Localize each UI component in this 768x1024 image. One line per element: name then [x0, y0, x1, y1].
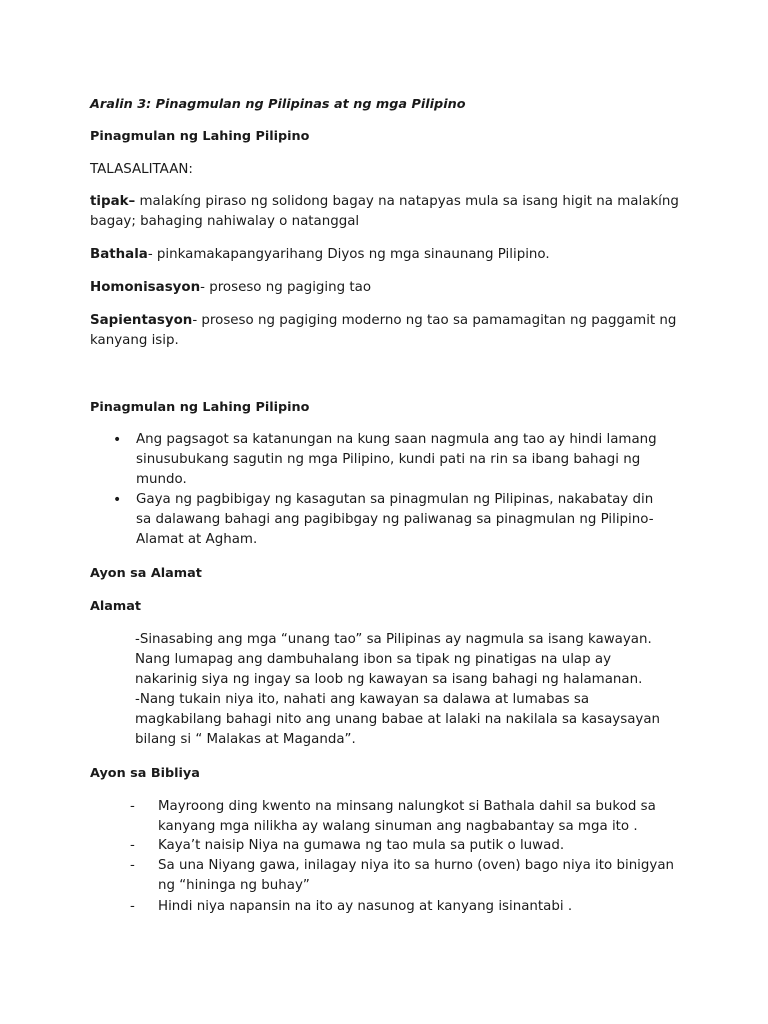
legend-line: Nang lumapag ang dambuhalang ibon sa tipak ng pinatigas na ulap ay: [135, 652, 612, 667]
vocab-definition: bagay; bahaging nahiwalay o natanggal: [90, 214, 360, 229]
bible-line: Sa una Niyang gawa, inilagay niya ito sa hurno (oven) bago niya ito binigyan: [158, 858, 675, 873]
bullet-item: [136, 430, 657, 490]
bullet-line: mundo.: [136, 472, 187, 487]
bullet-line: sinusubukang sagutin ng mga Pilipino, kundi pati na rin sa ibang bahagi ng: [136, 452, 641, 467]
bullet-marker: •: [113, 432, 122, 448]
bible-item: [158, 856, 674, 896]
section-heading-bible: Ayon sa Bibliya: [90, 766, 200, 781]
vocab-definition: - proseso ng pagiging tao: [200, 280, 372, 295]
bullet-line: Alamat at Agham.: [136, 532, 258, 547]
bullet-item: [136, 490, 654, 550]
vocabulary-heading: TALASALITAAN:: [90, 162, 193, 177]
vocab-entry-homonisasyon: [90, 278, 371, 298]
vocab-entry-bathala: [90, 245, 550, 265]
section-heading-origin: Pinagmulan ng Lahing Pilipino: [90, 129, 310, 144]
vocab-term: Bathala: [90, 247, 148, 262]
bible-line: ng “hininga ng buhay”: [158, 878, 310, 893]
bible-line: Kaya’t naisip Niya na gumawa ng tao mula sa putik o luwad.: [158, 838, 565, 853]
section-heading-origin-2: Pinagmulan ng Lahing Pilipino: [90, 400, 310, 415]
legend-line: bilang si “ Malakas at Maganda”.: [135, 732, 356, 747]
dash-marker: -: [130, 838, 135, 853]
vocab-term: Homonisasyon: [90, 280, 201, 295]
section-heading-legend: Ayon sa Alamat: [90, 566, 202, 581]
vocab-entry-tipak: [90, 192, 679, 232]
dash-marker: -: [130, 799, 135, 814]
legend-line: magkabilang bahagi nito ang unang babae at lalaki na nakilala sa kasaysayan: [135, 712, 661, 727]
dash-marker: -: [130, 858, 135, 873]
bullet-line: sa dalawang bahagi ang pagibibgay ng paliwanag sa pinagmulan ng Pilipino-: [136, 512, 654, 527]
subheading-legend: Alamat: [90, 599, 142, 614]
vocab-entry-sapientasyon: [90, 311, 676, 351]
legend-line: -Nang tukain niya ito, nahati ang kawayan sa dalawa at lumabas sa: [135, 692, 590, 707]
vocab-term: Sapientasyon: [90, 313, 193, 328]
bible-line: Mayroong ding kwento na minsang nalungkot si Bathala dahil sa bukod sa: [158, 799, 656, 814]
lesson-title: Aralin 3: Pinagmulan ng Pilipinas at ng mga Pilipino: [90, 97, 466, 112]
bible-item: [158, 797, 656, 837]
vocab-definition: kanyang isip.: [90, 333, 179, 348]
bullet-line: Gaya ng pagbibigay ng kasagutan sa pinagmulan ng Pilipinas, nakabatay din: [136, 492, 654, 507]
bible-line: kanyang mga nilikha ay walang sinuman ang nagbabantay sa mga ito .: [158, 819, 638, 834]
bible-item: [158, 897, 572, 917]
vocab-definition: malakíng piraso ng solidong bagay na natapyas mula sa isang higit na malakíng: [135, 194, 679, 209]
legend-line: -Sinasabing ang mga “unang tao” sa Pilipinas ay nagmula sa isang kawayan.: [135, 632, 652, 647]
legend-line: nakarinig siya ng ingay sa loob ng kawayan sa isang bahagi ng halamanan.: [135, 672, 643, 687]
vocab-definition: - proseso ng pagiging moderno ng tao sa pamamagitan ng paggamit ng: [192, 313, 677, 328]
bible-item: [158, 836, 564, 856]
vocab-term: tipak–: [90, 194, 136, 209]
dash-marker: -: [130, 899, 135, 914]
vocab-definition: - pinkamakapangyarihang Diyos ng mga sinaunang Pilipino.: [147, 247, 550, 262]
bullet-line: Ang pagsagot sa katanungan na kung saan nagmula ang tao ay hindi lamang: [136, 432, 657, 447]
bullet-marker: •: [113, 492, 122, 508]
legend-paragraph: [135, 630, 660, 750]
bible-line: Hindi niya napansin na ito ay nasunog at kanyang isinantabi .: [158, 899, 573, 914]
